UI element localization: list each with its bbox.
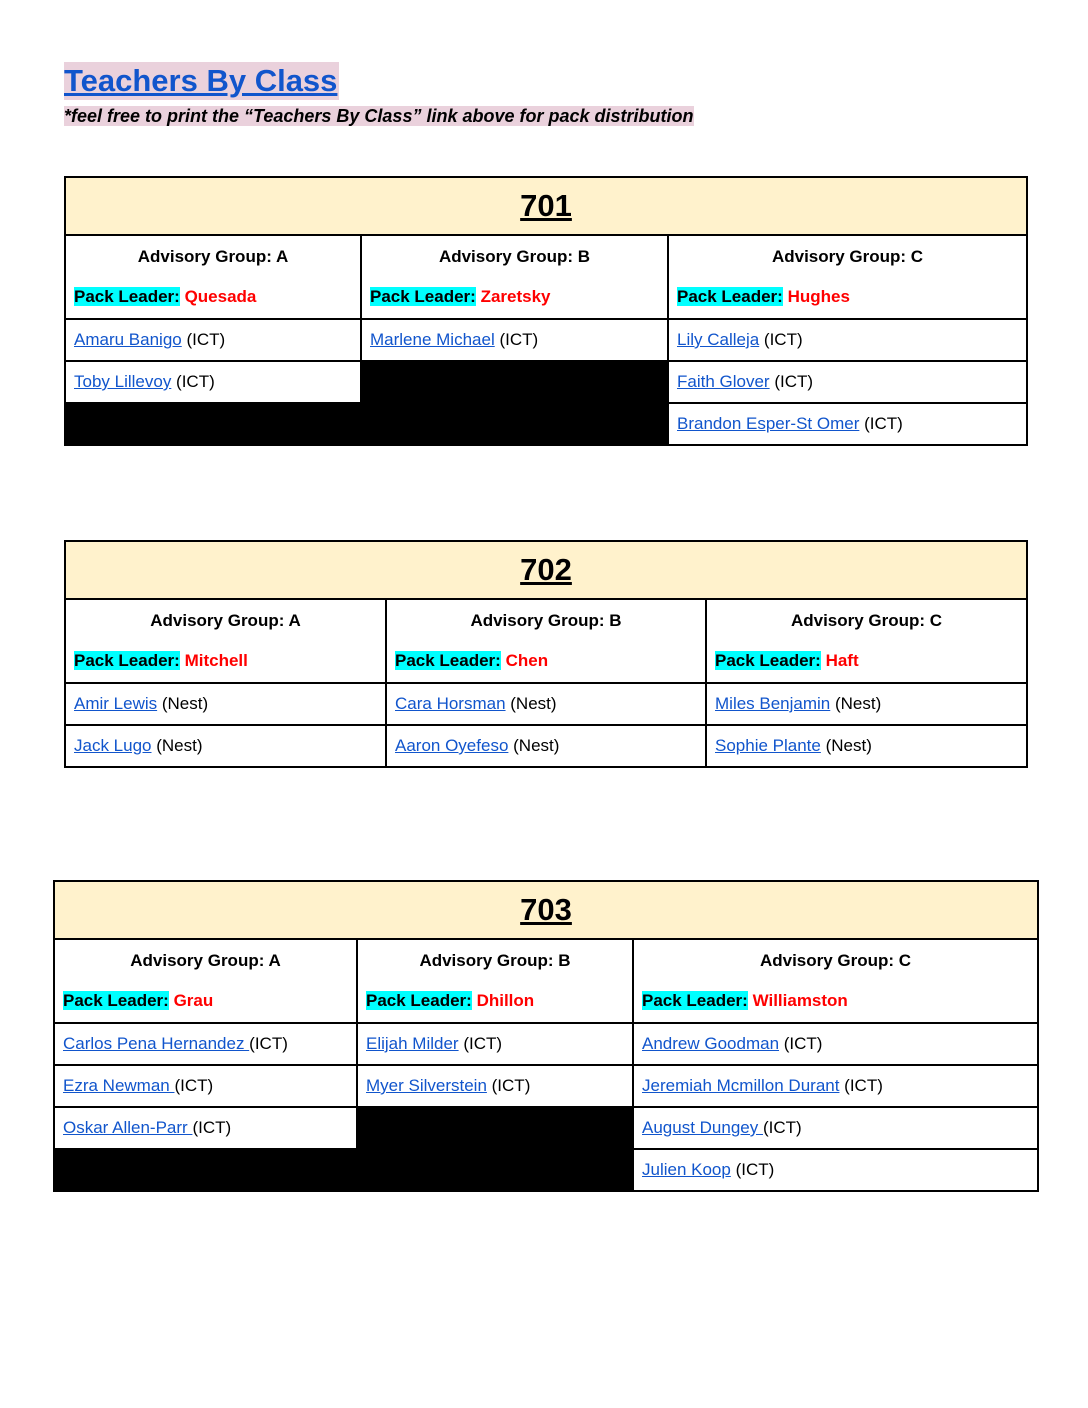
advisory-group-name: Advisory Group: A [137,247,289,266]
teacher-link[interactable]: Brandon Esper-St Omer [677,414,860,433]
teacher-program-tag: (ICT) [859,414,903,433]
class-header-cell [54,881,1038,939]
teacher-cell [668,319,1027,361]
teacher-link[interactable]: Carlos Pena Hernandez [63,1034,250,1053]
empty-cell [361,361,668,403]
advisory-group-name: Advisory Group: C [759,951,912,970]
teacher-cell [668,403,1027,445]
pack-leader-label: Pack Leader: [677,287,783,306]
teacher-program-tag: (ICT) [779,1034,823,1053]
teacher-program-tag: (ICT) [174,1076,214,1095]
teacher-cell [386,725,706,767]
class-table-702 [64,540,1028,768]
class-header-cell [65,541,1027,599]
teacher-link[interactable]: Sophie Plante [715,736,821,755]
class-table-703 [53,880,1039,1192]
teacher-program-tag: (Nest) [151,736,203,755]
pack-leader-name: Chen [505,651,549,670]
pack-leader-line [395,651,697,671]
teacher-link[interactable]: Lily Calleja [677,330,760,349]
advisory-group-cell [65,599,386,683]
pack-leader-line [642,991,1029,1011]
subtitle-wrap [64,104,694,128]
teacher-row [65,725,1027,767]
teacher-link[interactable]: August Dungey [642,1118,763,1137]
teacher-program-tag: (Nest) [830,694,882,713]
advisory-group-cell [706,599,1027,683]
advisory-group-name: Advisory Group: A [150,611,301,630]
teacher-cell [54,1107,357,1149]
class-header-row [65,177,1027,235]
class-header-cell [65,177,1027,235]
pack-leader-line [74,287,352,307]
teacher-link[interactable]: Aaron Oyefeso [395,736,509,755]
teacher-row [54,1023,1038,1065]
teacher-row [65,403,1027,445]
teacher-cell [633,1149,1038,1191]
advisory-group-name: Advisory Group: A [130,951,281,970]
empty-cell [54,1149,357,1191]
advisory-group-cell [361,235,668,319]
pack-leader-line [677,287,1018,307]
teacher-program-tag: (Nest) [505,694,557,713]
teacher-cell [633,1065,1038,1107]
pack-leader-label: Pack Leader: [74,651,180,670]
pack-leader-name: Hughes [787,287,850,306]
teacher-link[interactable]: Julien Koop [642,1160,731,1179]
pack-leader-label: Pack Leader: [366,991,472,1010]
teacher-link[interactable]: Cara Horsman [395,694,506,713]
advisory-group-cell [386,599,706,683]
teacher-link[interactable]: Ezra Newman [63,1076,175,1095]
advisory-group-name: Advisory Group: B [438,247,591,266]
pack-leader-name: Grau [173,991,214,1010]
teacher-program-tag: (ICT) [192,1118,232,1137]
advisory-group-name: Advisory Group: C [790,611,943,630]
teacher-link[interactable]: Andrew Goodman [642,1034,780,1053]
pack-leader-name: Zaretsky [480,287,551,306]
teacher-program-tag: (ICT) [494,330,539,349]
advisory-group-name: Advisory Group: C [771,247,924,266]
pack-leader-label: Pack Leader: [63,991,169,1010]
subtitle: *feel free to print the “Teachers By Class” link above for pack distribution [64,106,694,126]
teacher-program-tag: (ICT) [171,372,215,391]
pack-leader-name: Williamston [752,991,848,1010]
teacher-cell [65,361,361,403]
teacher-program-tag: (ICT) [759,330,803,349]
pack-leader-label: Pack Leader: [715,651,821,670]
pack-leader-line [366,991,624,1011]
empty-cell [357,1149,633,1191]
teacher-link[interactable]: Amaru Banigo [74,330,182,349]
teacher-cell [54,1065,357,1107]
advisory-group-cell [54,939,357,1023]
teacher-link[interactable]: Toby Lillevoy [74,372,172,391]
pack-leader-line [63,991,348,1011]
advisory-group-cell [633,939,1038,1023]
teacher-row [65,319,1027,361]
teacher-cell [706,725,1027,767]
pack-leader-label: Pack Leader: [370,287,476,306]
pack-leader-name: Dhillon [476,991,535,1010]
teacher-link[interactable]: Oskar Allen-Parr [63,1118,193,1137]
teacher-program-tag: (ICT) [762,1118,802,1137]
teacher-link[interactable]: Faith Glover [677,372,770,391]
advisory-group-row [65,235,1027,319]
page-header [64,62,694,128]
pack-leader-label: Pack Leader: [642,991,748,1010]
teacher-cell [357,1065,633,1107]
class-table-701 [64,176,1028,446]
teacher-program-tag: (ICT) [458,1034,503,1053]
teacher-program-tag: (ICT) [486,1076,531,1095]
pack-leader-line [74,651,377,671]
class-header-row [65,541,1027,599]
teacher-cell [361,319,668,361]
teacher-row [54,1107,1038,1149]
teacher-cell [65,725,386,767]
class-number: 703 [520,892,572,927]
advisory-group-row [65,599,1027,683]
teacher-row [54,1065,1038,1107]
teacher-program-tag: (Nest) [820,736,872,755]
teacher-program-tag: (ICT) [839,1076,883,1095]
advisory-group-cell [357,939,633,1023]
empty-cell [361,403,668,445]
teacher-cell [633,1107,1038,1149]
empty-cell [357,1107,633,1149]
teacher-link[interactable]: Elijah Milder [366,1034,459,1053]
teacher-cell [54,1023,357,1065]
advisory-group-row [54,939,1038,1023]
teacher-link[interactable]: Marlene Michael [370,330,495,349]
teacher-cell [706,683,1027,725]
advisory-group-cell [65,235,361,319]
teacher-link[interactable]: Miles Benjamin [715,694,831,713]
advisory-group-name: Advisory Group: B [470,611,622,630]
teacher-cell [386,683,706,725]
teacher-program-tag: (ICT) [181,330,226,349]
teacher-row [54,1149,1038,1191]
teacher-cell [357,1023,633,1065]
pack-leader-line [370,287,659,307]
teacher-program-tag: (ICT) [249,1034,288,1053]
teacher-program-tag: (Nest) [508,736,560,755]
class-number: 701 [520,188,572,223]
class-header-row [54,881,1038,939]
teacher-program-tag: (ICT) [769,372,814,391]
pack-leader-label: Pack Leader: [74,287,180,306]
class-number: 702 [520,552,572,587]
teacher-program-tag: (ICT) [730,1160,775,1179]
teacher-link[interactable]: Myer Silverstein [366,1076,487,1095]
pack-leader-name: Haft [825,651,859,670]
teacher-cell [65,683,386,725]
advisory-group-cell [668,235,1027,319]
advisory-group-name: Advisory Group: B [419,951,571,970]
teacher-cell [65,319,361,361]
teacher-link[interactable]: Amir Lewis [74,694,158,713]
teachers-by-class-link[interactable]: Teachers By Class [64,63,338,98]
empty-cell [65,403,361,445]
pack-leader-label: Pack Leader: [395,651,501,670]
teacher-row [65,361,1027,403]
pack-leader-line [715,651,1018,671]
pack-leader-name: Quesada [184,287,257,306]
teacher-cell [633,1023,1038,1065]
teacher-cell [668,361,1027,403]
pack-leader-name: Mitchell [184,651,248,670]
teacher-row [65,683,1027,725]
teacher-program-tag: (Nest) [157,694,209,713]
teacher-link[interactable]: Jeremiah Mcmillon Durant [642,1076,840,1095]
teacher-link[interactable]: Jack Lugo [74,736,152,755]
